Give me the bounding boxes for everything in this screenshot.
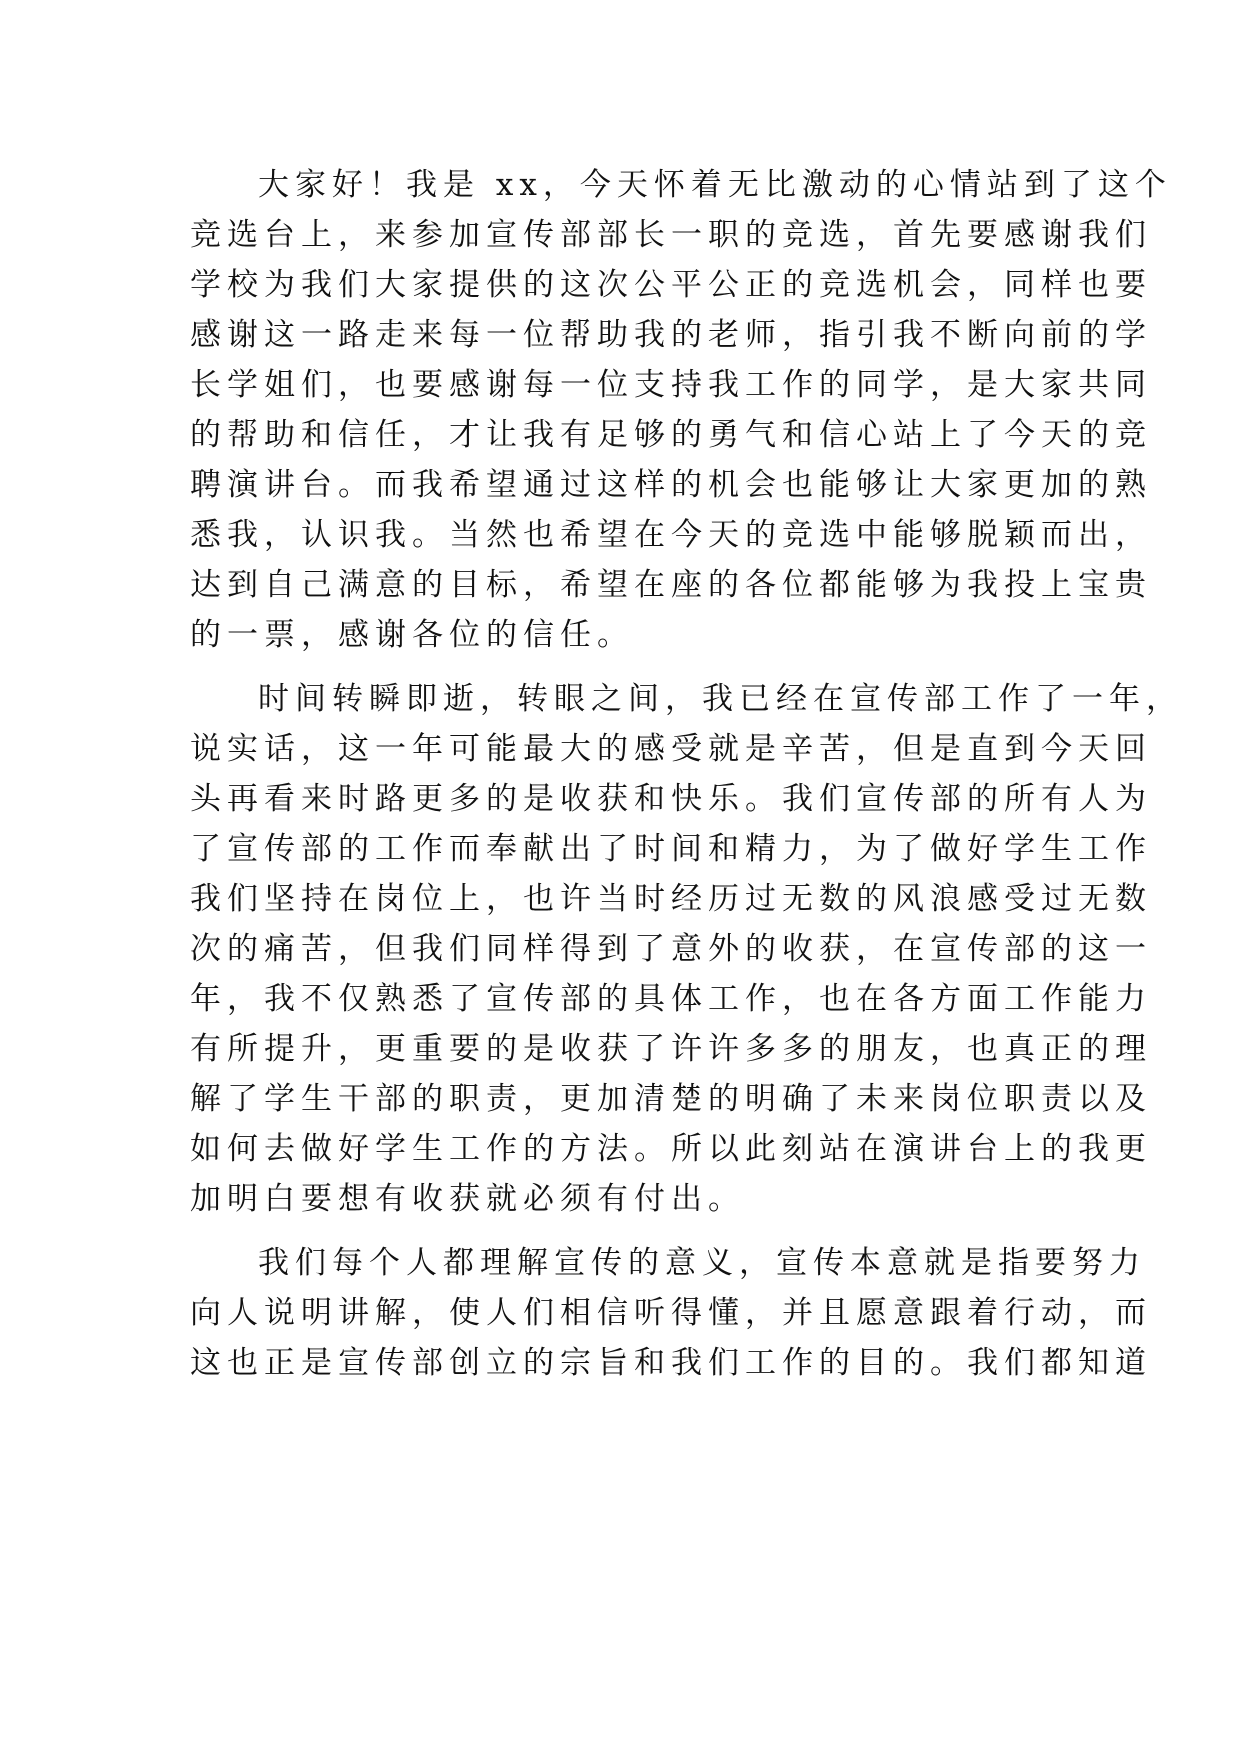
text-line: 解了学生干部的职责，更加清楚的明确了未来岗位职责以及 — [190, 1081, 1152, 1117]
text-line: 大家好！我是 xx，今天怀着无比激动的心情站到了这个 — [258, 167, 1172, 203]
text-line: 竞选台上，来参加宣传部部长一职的竞选，首先要感谢我们 — [190, 217, 1152, 253]
text-line: 如何去做好学生工作的方法。所以此刻站在演讲台上的我更 — [190, 1131, 1152, 1167]
text-line: 时间转瞬即逝，转眼之间，我已经在宣传部工作了一年， — [258, 681, 1183, 717]
text-line: 达到自己满意的目标，希望在座的各位都能够为我投上宝贵 — [190, 567, 1152, 603]
text-line: 的一票，感谢各位的信任。 — [190, 617, 634, 653]
paragraph-1 — [190, 160, 1172, 660]
text-line: 悉我，认识我。当然也希望在今天的竞选中能够脱颖而出， — [190, 517, 1152, 553]
text-line: 向人说明讲解，使人们相信听得懂，并且愿意跟着行动，而 — [190, 1295, 1152, 1331]
text-line: 感谢这一路走来每一位帮助我的老师，指引我不断向前的学 — [190, 317, 1152, 353]
text-line: 长学姐们，也要感谢每一位支持我工作的同学，是大家共同 — [190, 367, 1152, 403]
text-line: 这也正是宣传部创立的宗旨和我们工作的目的。我们都知道 — [190, 1345, 1152, 1381]
text-line: 说实话，这一年可能最大的感受就是辛苦，但是直到今天回 — [190, 731, 1152, 767]
text-line: 的帮助和信任，才让我有足够的勇气和信心站上了今天的竞 — [190, 417, 1152, 453]
text-line: 学校为我们大家提供的这次公平公正的竞选机会，同样也要 — [190, 267, 1152, 303]
paragraph-2 — [190, 674, 1183, 1224]
paragraph-3 — [190, 1238, 1152, 1388]
text-line: 次的痛苦，但我们同样得到了意外的收获，在宣传部的这一 — [190, 931, 1152, 967]
text-line: 头再看来时路更多的是收获和快乐。我们宣传部的所有人为 — [190, 781, 1152, 817]
text-line: 加明白要想有收获就必须有付出。 — [190, 1181, 745, 1217]
text-line: 我们坚持在岗位上，也许当时经历过无数的风浪感受过无数 — [190, 881, 1152, 917]
document-body — [190, 160, 1183, 1388]
text-line: 聘演讲台。而我希望通过这样的机会也能够让大家更加的熟 — [190, 467, 1152, 503]
text-line: 了宣传部的工作而奉献出了时间和精力，为了做好学生工作 — [190, 831, 1152, 867]
text-line: 有所提升，更重要的是收获了许许多多的朋友，也真正的理 — [190, 1031, 1152, 1067]
text-line: 我们每个人都理解宣传的意义，宣传本意就是指要努力 — [258, 1245, 1146, 1281]
text-line: 年，我不仅熟悉了宣传部的具体工作，也在各方面工作能力 — [190, 981, 1152, 1017]
